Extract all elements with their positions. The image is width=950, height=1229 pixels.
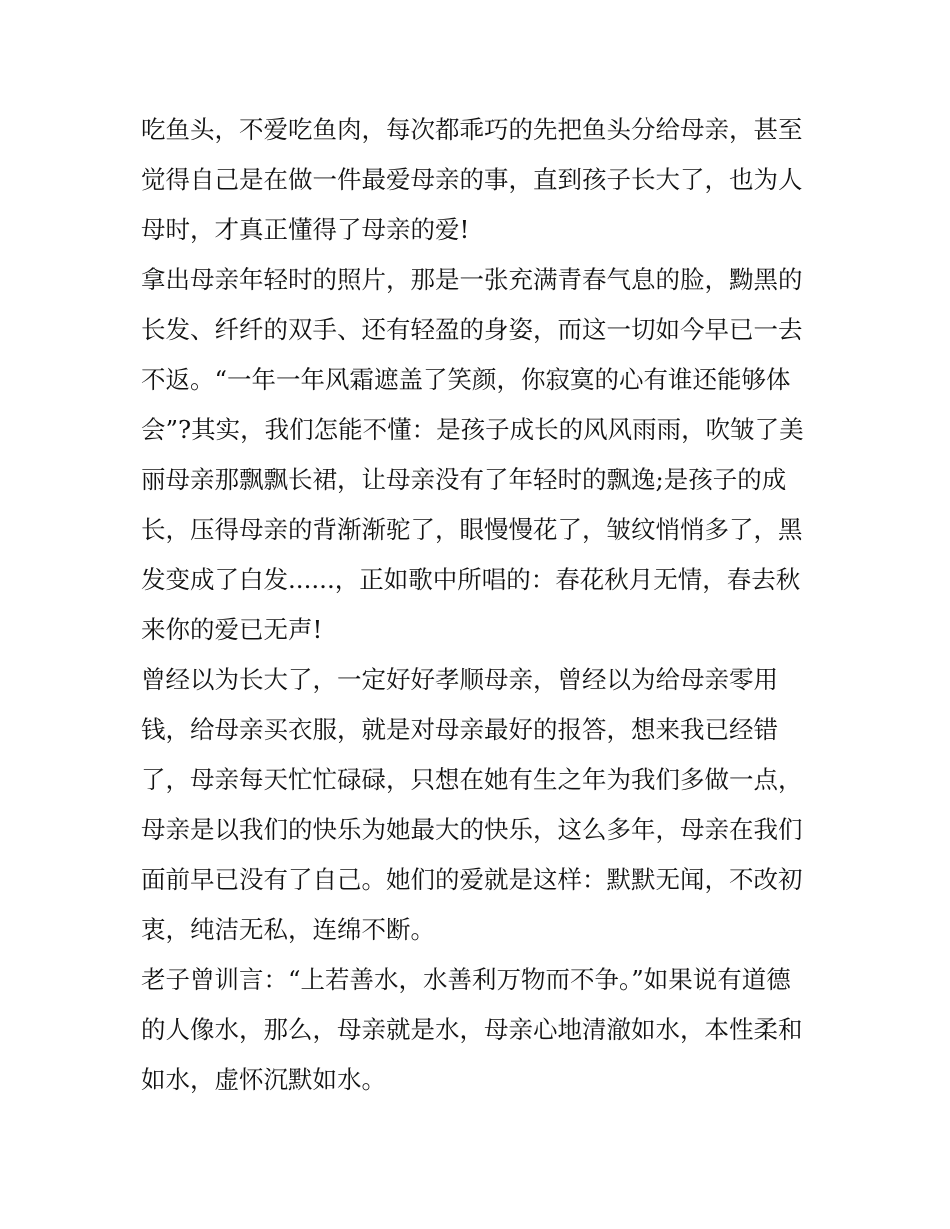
- text-line: 面前早已没有了自己。她们的爱就是这样：默默无闻，不改初: [141, 865, 803, 894]
- text-line: 来你的爱已无声!: [141, 615, 323, 644]
- text-line: 如水，虚怀沉默如水。: [141, 1065, 386, 1094]
- text-line: 衷，纯洁无私，连绵不断。: [141, 915, 435, 944]
- text-line: 不返。“一年一年风霜遮盖了笑颜，你寂寞的心有谁还能够体: [141, 365, 791, 394]
- text-line: 母时，才真正懂得了母亲的爱!: [141, 215, 470, 244]
- text-line: 长，压得母亲的背渐渐驼了，眼慢慢花了，皱纹悄悄多了，黑: [141, 515, 803, 544]
- text-line: 觉得自己是在做一件最爱母亲的事，直到孩子长大了，也为人: [141, 165, 803, 194]
- text-line: 丽母亲那飘飘长裙，让母亲没有了年轻时的飘逸;是孩子的成: [141, 465, 787, 494]
- text-line: 老子曾训言：“上若善水，水善利万物而不争。”如果说有道德: [141, 965, 791, 994]
- text-line: 发变成了白发......，正如歌中所唱的：春花秋月无情，春去秋: [141, 565, 801, 594]
- text-line: 拿出母亲年轻时的照片，那是一张充满青春气息的脸，黝黑的: [141, 265, 803, 294]
- text-line: 曾经以为长大了，一定好好孝顺母亲，曾经以为给母亲零用: [141, 665, 778, 694]
- text-line: 长发、纤纤的双手、还有轻盈的身姿，而这一切如今早已一去: [141, 315, 803, 344]
- text-line: 吃鱼头，不爱吃鱼肉，每次都乖巧的先把鱼头分给母亲，甚至: [141, 115, 803, 144]
- text-line: 的人像水，那么，母亲就是水，母亲心地清澈如水，本性柔和: [141, 1015, 803, 1044]
- text-line: 母亲是以我们的快乐为她最大的快乐，这么多年，母亲在我们: [141, 815, 803, 844]
- text-line: 了，母亲每天忙忙碌碌，只想在她有生之年为我们多做一点，: [141, 765, 803, 794]
- text-line: 会”?其实，我们怎能不懂：是孩子成长的风风雨雨，吹皱了美: [141, 415, 804, 444]
- text-line: 钱，给母亲买衣服，就是对母亲最好的报答，想来我已经错: [141, 715, 778, 744]
